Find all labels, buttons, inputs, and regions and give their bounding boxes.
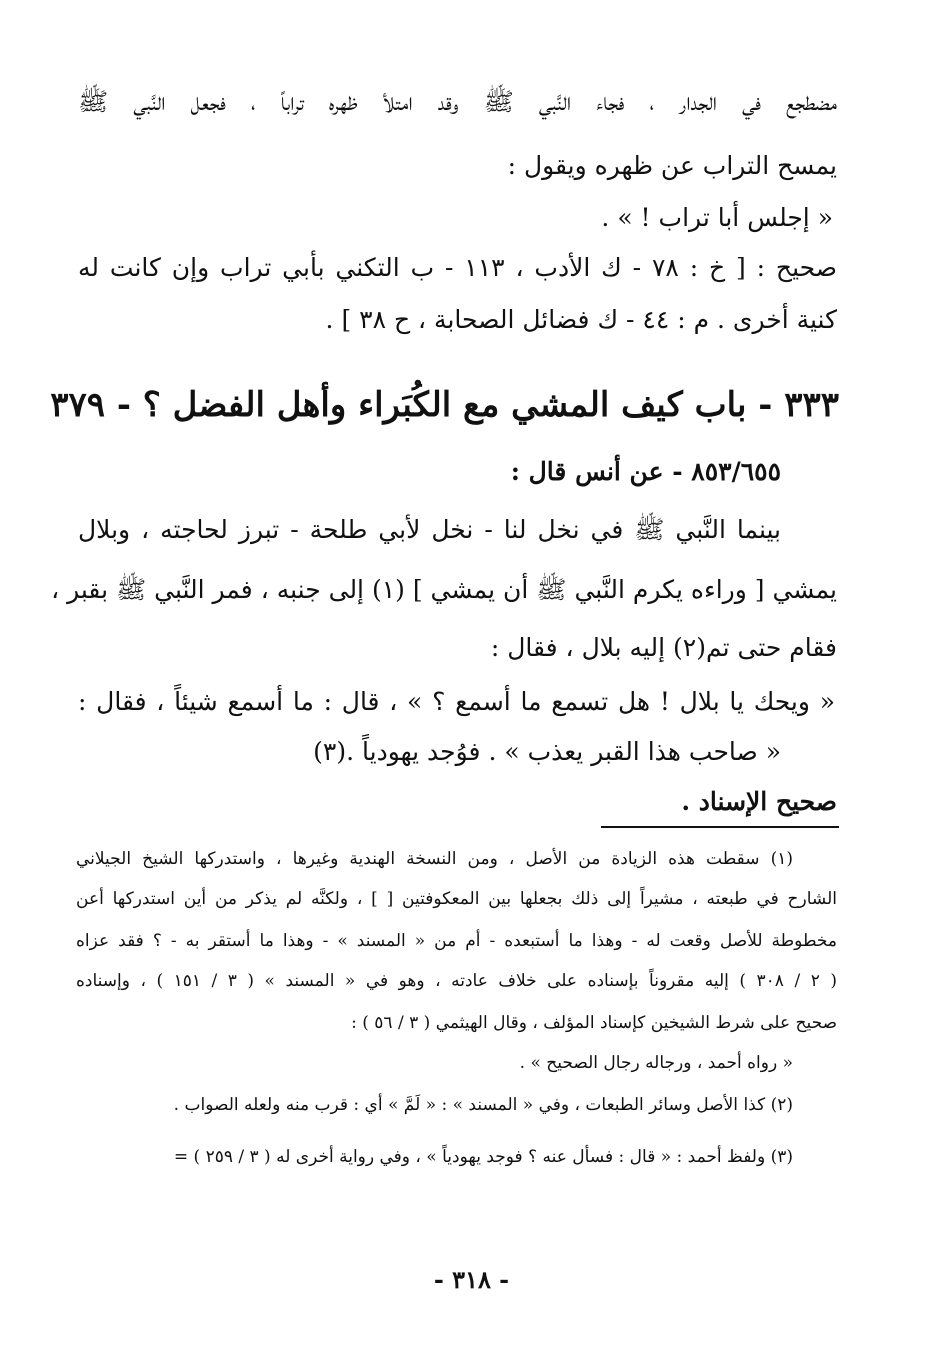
source-line: كنية أخرى . م : ٤٤ - ك فضائل الصحابة ، ح ٣٨ ] . xyxy=(325,305,837,334)
hadith-number: ٨٥٣/٦٥٥ - عن أنس قال : xyxy=(510,457,781,486)
hadith-line: « ويحك يا بلال ! هل تسمع ما أسمع ؟ » ، قال : ما أسمع شيئاً ، فقال : xyxy=(78,687,835,716)
footnote-line: مخطوطة للأصل وقعت له - وهذا ما أستبعده - أم من « المسند » - وهذا ما أستقر به - ؟ فقد عزاه xyxy=(76,931,837,951)
grade-line: صحيح : [ خ : ٧٨ - ك الأدب ، ١١٣ - ب التكني بأبي تراب وإن كانت له xyxy=(78,253,837,282)
hadith-line: فقام حتى تم(٢) إليه بلال ، فقال : xyxy=(490,633,837,662)
hadith-line: « صاحب هذا القبر يعذب » . فوُجد يهودياً .(٣) xyxy=(313,737,781,766)
hadith-grade: صحيح الإسناد . xyxy=(681,787,837,816)
footnote-line: (١) سقطت هذه الزيادة من الأصل ، ومن النسخة الهندية وغيرها ، واستدركها الشيخ الجيلاني xyxy=(76,849,793,869)
footnote-separator xyxy=(601,826,839,828)
body-line: « إجلس أبا تراب ! » . xyxy=(601,203,833,232)
body-line: يمسح التراب عن ظهره ويقول : xyxy=(507,151,837,180)
page-number: - ٣١٨ - xyxy=(433,1265,510,1294)
footnote-line: صحيح على شرط الشيخين كإسناد المؤلف ، وقال الهيثمي ( ٣ / ٥٦ ) : xyxy=(351,1013,837,1033)
chapter-heading: ٣٣٣ - باب كيف المشي مع الكُبَراء وأهل الفضل ؟ - ٣٧٩ xyxy=(50,385,839,425)
footnote-line: (٢) كذا الأصل وسائر الطبعات ، وفي « المسند » : « لَمَّ » أي : قرب منه ولعله الصواب . xyxy=(173,1095,793,1115)
footnote-line: الشارح في طبعته ، مشيراً إلى ذلك بجعلها بين المعكوفتين [ ] ، ولكنَّه لم يذكر من أين استدركها أعن xyxy=(76,889,837,909)
hadith-line: بينما النَّبي ﷺ في نخل لنا - نخل لأبي طلحة - تبرز لحاجته ، وبلال xyxy=(78,515,781,544)
footnote-quote: « رواه أحمد ، ورجاله رجال الصحيح » . xyxy=(519,1053,793,1073)
footnote-line: ( ٢ / ٣٠٨ ) إليه مقروناً بإسناده على خلاف عادته ، وهو في « المسند » ( ٣ / ١٥١ ) ، وإسناده xyxy=(76,971,837,991)
body-line: مضطجع في الجدار ، فجاء النَّبي ﷺ وقد امتلأ ظهره تراباً ، فجعل النَّبي ﷺ xyxy=(78,87,837,116)
hadith-line: يمشي [ وراءه يكرم النَّبي ﷺ أن يمشي ] (١) إلى جنبه ، فمر النَّبي ﷺ بقبر ، xyxy=(51,575,837,604)
footnote-line: (٣) ولفظ أحمد : « قال : فسأل عنه ؟ فوجد يهودياً » ، وفي رواية أخرى له ( ٣ / ٢٥٩ ) = xyxy=(173,1147,793,1167)
